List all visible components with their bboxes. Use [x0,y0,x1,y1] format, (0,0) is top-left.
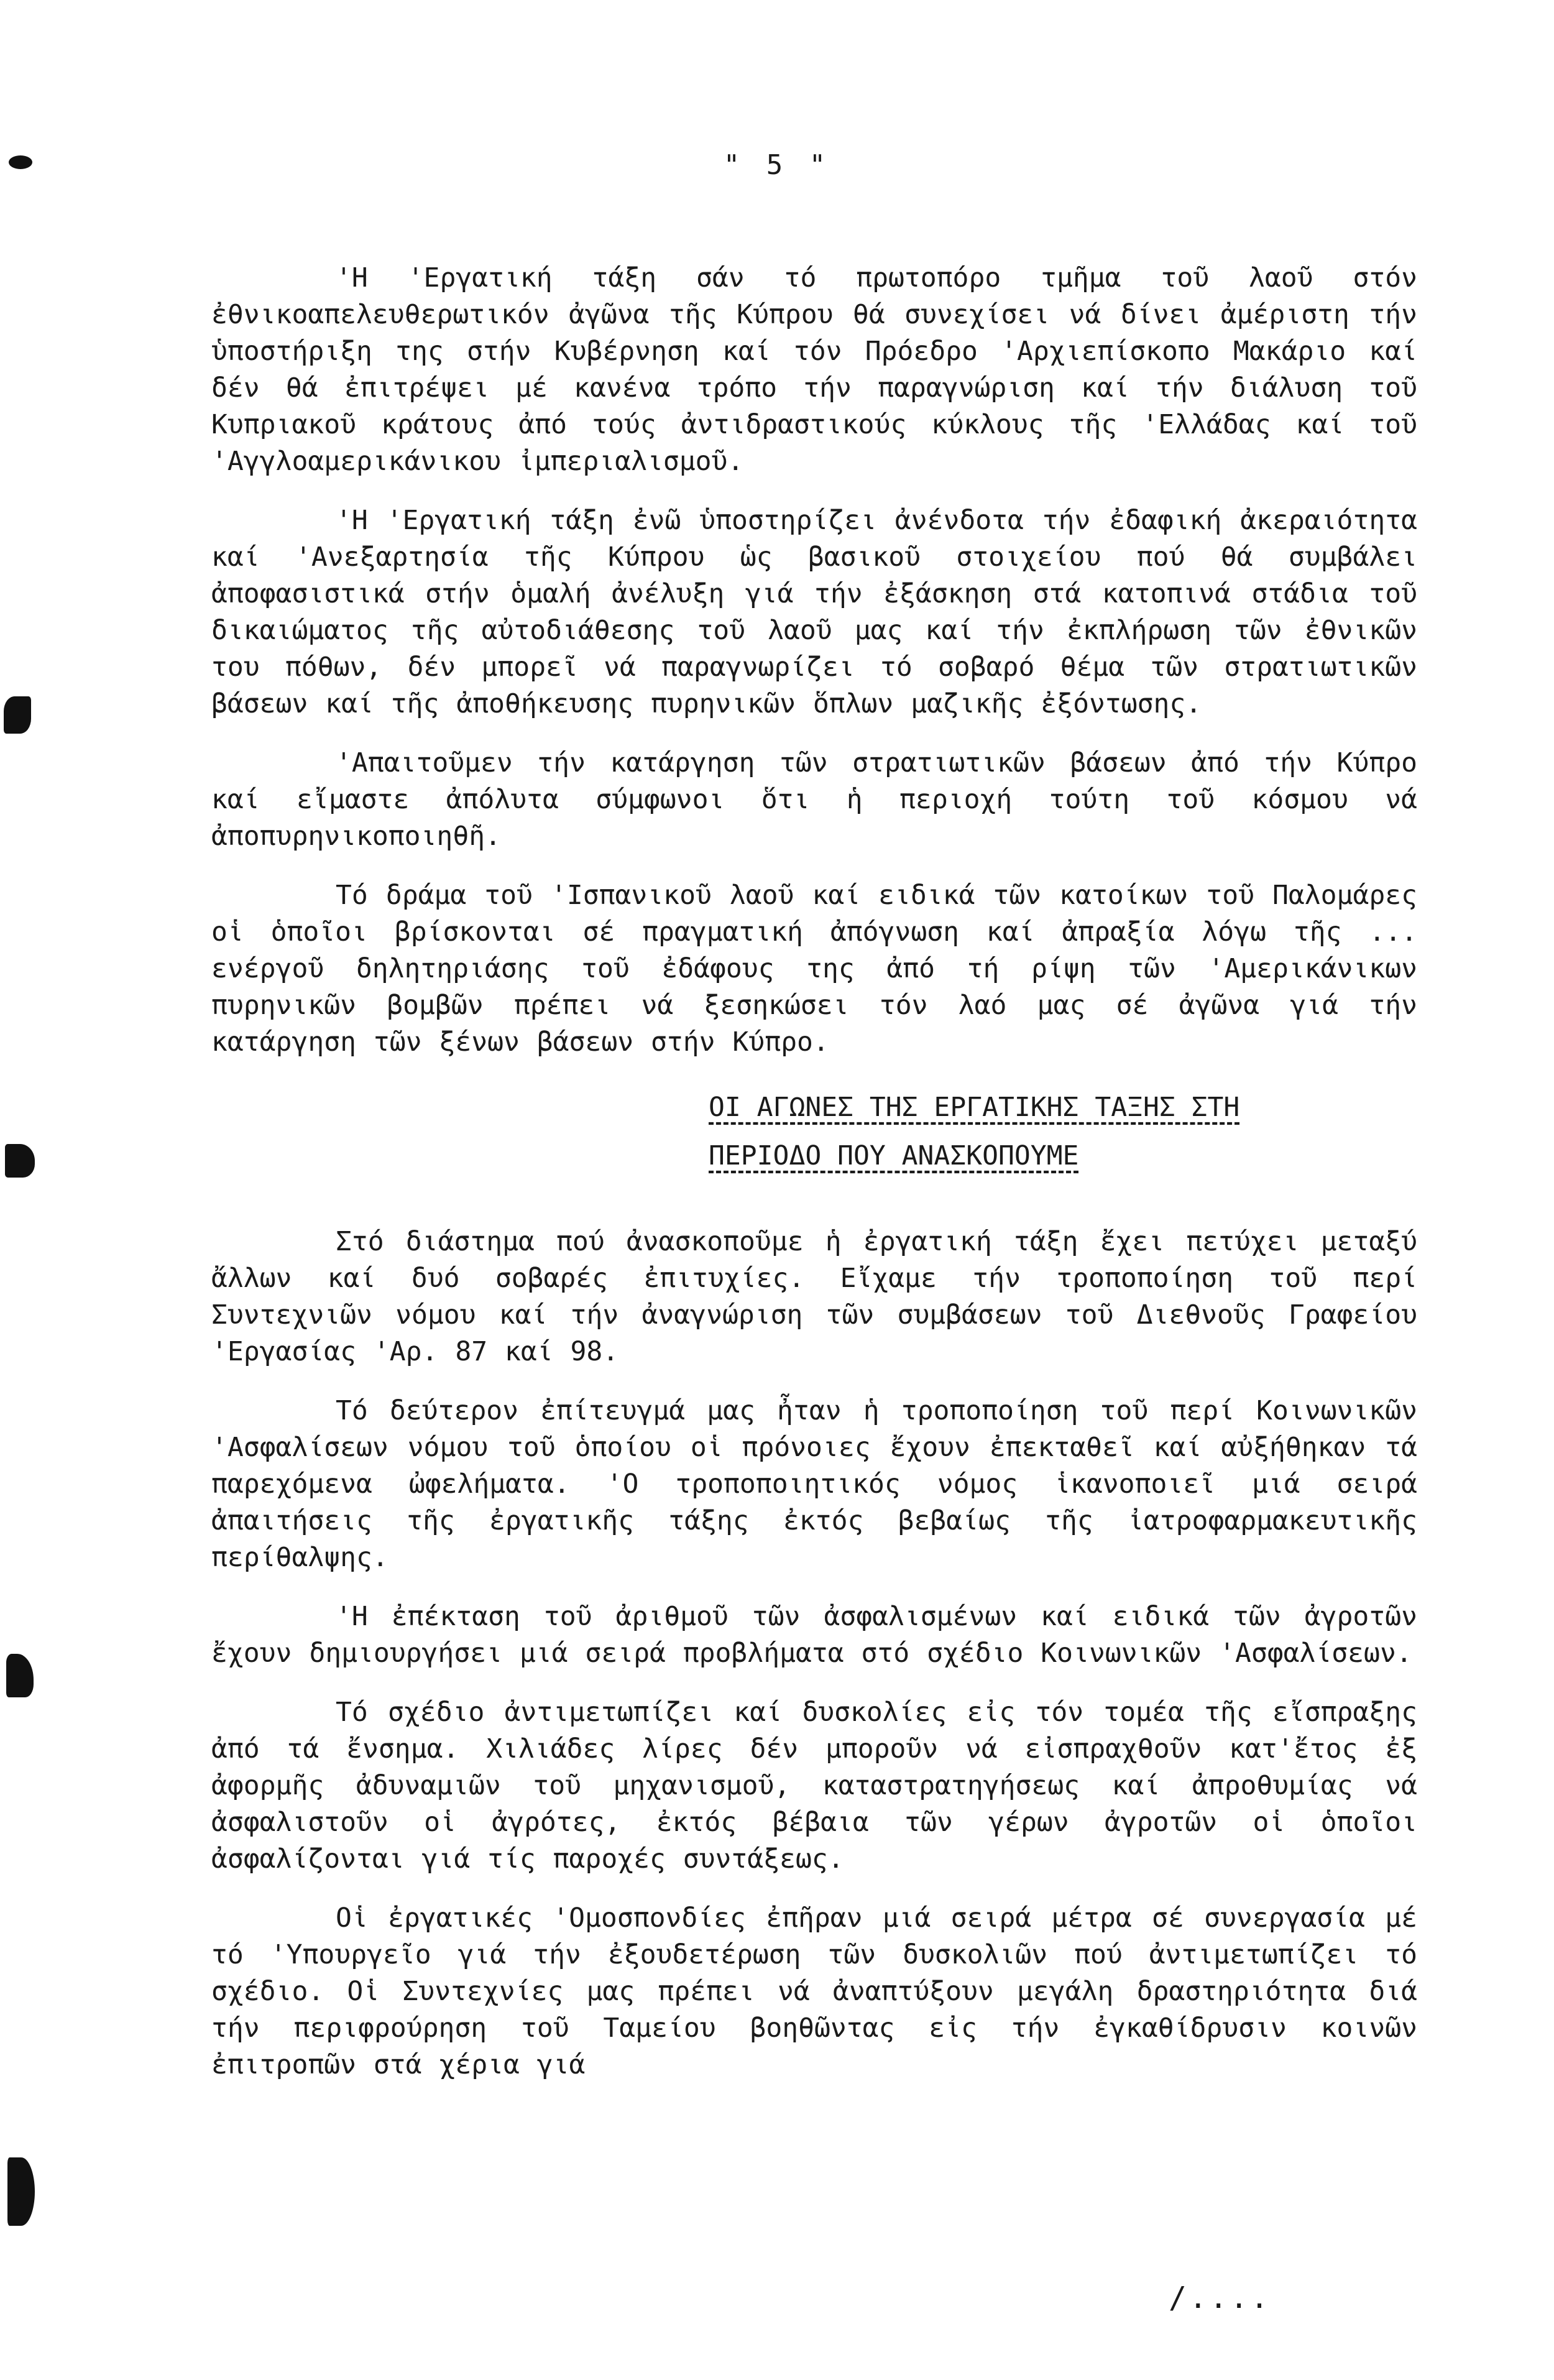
paragraph: 'Η 'Εργατική τάξη σάν τό πρωτοπόρο τμῆμα τοῦ λαοῦ στόν ἐθνικοαπελευθερωτικόν ἀγῶνα τῆς Κύπρου θά συνεχίσει νά δίνει ἀμέριστη τήν ὑποστήριξη της στήν Κυβέρνηση καί τόν Πρόεδρο 'Αρχιεπίσκοπο Μακάριο καί δέν θά ἐπιτρέψει μέ κανένα τρόπο τήν παραγνώριση καί τήν διάλυση τοῦ Κυπριακοῦ κράτους ἀπό τούς ἀντιδραστικούς κύκλους τῆς 'Ελλάδας καί τοῦ 'Αγγλοαμερικάνικου ἰμπεριαλισμοῦ. [211,262,1417,477]
scan-mark-4 [6,1654,34,1697]
section-heading-line-2: ΠΕΡΙΟΔΟ ΠΟΥ ΑΝΑΣΚΟΠΟΥΜΕ [709,1140,1079,1171]
paragraph: Τό δράμα τοῦ 'Ισπανικοῦ λαοῦ καί ειδικά τῶν κατοίκων τοῦ Παλομάρες οἱ ὁποῖοι βρίσκονται σέ πραγματική ἀπόγνωση καί ἀπραξία λόγω τῆς ... ενέργοῦ δηλητηριάσης τοῦ ἐδάφους της ἀπό τή ρίψη τῶν 'Αμερικάνικων πυρηνικῶν βομβῶν πρέπει νά ξεσηκώσει τόν λαό μας σέ ἀγῶνα γιά τήν κατάργηση τῶν ξένων βάσεων στήν Κύπρο. [211,880,1417,1058]
section-heading [211,1083,1417,1180]
paragraph: 'Η ἐπέκταση τοῦ ἀριθμοῦ τῶν ἀσφαλισμένων καί ειδικά τῶν ἀγροτῶν ἔχουν δημιουργήσει μιά σειρά προβλήματα στό σχέδιο Κοινωνικῶν 'Ασφαλίσεων. [211,1601,1417,1669]
paragraph: 'Απαιτοῦμεν τήν κατάργηση τῶν στρατιωτικῶν βάσεων ἀπό τήν Κύπρο καί εἴμαστε ἀπόλυτα σύμφωνοι ὅτι ἡ περιοχή τούτη τοῦ κόσμου νά ἀποπυρηνικοποιηθῆ. [211,747,1417,852]
paragraph: 'Η 'Εργατική τάξη ἐνῶ ὑποστηρίζει ἀνένδοτα τήν ἐδαφική ἀκεραιότητα καί 'Ανεξαρτησία τῆς Κύπρου ὡς βασικοῦ στοιχείου πού θά συμβάλει ἀποφασιστικά στήν ὁμαλή ἀνέλυξη γιά τήν ἐξάσκηση στά κατοπινά στάδια τοῦ δικαιώματος τῆς αὐτοδιάθεσης τοῦ λαοῦ μας καί τήν ἐκπλήρωση τῶν ἐθνικῶν του πόθων, δέν μπορεῖ νά παραγνωρίζει τό σοβαρό θέμα τῶν στρατιωτικῶν βάσεων καί τῆς ἀποθήκευσης πυρηνικῶν ὅπλων μαζικῆς ἐξόντωσης. [211,505,1417,719]
paragraph: Στό διάστημα πού ἀνασκοποῦμε ἡ ἐργατική τάξη ἔχει πετύχει μεταξύ ἄλλων καί δυό σοβαρές ἐπιτυχίες. Εἴχαμε τήν τροποποίηση τοῦ περί Συντεχνιῶν νόμου καί τήν ἀναγνώριση τῶν συμβάσεων τοῦ Διεθνοῦς Γραφείου 'Εργασίας 'Αρ. 87 καί 98. [211,1226,1417,1367]
paragraph: Τό σχέδιο ἀντιμετωπίζει καί δυσκολίες εἰς τόν τομέα τῆς εἴσπραξης ἀπό τά ἔνσημα. Χιλιάδες λίρες δέν μποροῦν νά εἰσπραχθοῦν κατ'ἔτος ἐξ ἀφορμῆς ἀδυναμιῶν τοῦ μηχανισμοῦ, καταστρατηγήσεως καί ἀπροθυμίας νά ἀσφαλιστοῦν οἱ ἀγρότες, ἐκτός βέβαια τῶν γέρων ἀγροτῶν οἱ ὁποῖοι ἀσφαλίζονται γιά τίς παροχές συντάξεως. [211,1697,1417,1875]
document-body [211,260,1417,2083]
scan-mark-3 [5,1144,35,1178]
scan-mark-2 [4,696,31,734]
scan-mark-1 [9,155,32,169]
page-number: " 5 " [723,149,831,181]
continuation-marker: /.... [1169,2281,1271,2315]
paragraph: Τό δεύτερον ἐπίτευγμά μας ἦταν ἡ τροποποίηση τοῦ περί Κοινωνικῶν 'Ασφαλίσεων νόμου τοῦ ὁποίου οἱ πρόνοιες ἔχουν ἐπεκταθεῖ καί αὐξήθηκαν τά παρεχόμενα ὠφελήματα. 'Ο τροποποιητικός νόμος ἱκανοποιεῖ μιά σειρά ἀπαιτήσεις τῆς ἐργατικῆς τάξης ἐκτός βεβαίως τῆς ἰατροφαρμακευτικῆς περίθαλψης. [211,1395,1417,1573]
scan-mark-5 [7,2157,35,2226]
section-heading-line-1: ΟΙ ΑΓΩΝΕΣ ΤΗΣ ΕΡΓΑΤΙΚΗΣ ΤΑΞΗΣ ΣΤΗ [709,1092,1240,1123]
paragraph: Οἱ ἐργατικές 'Ομοσπονδίες ἐπῆραν μιά σειρά μέτρα σέ συνεργασία μέ τό 'Υπουργεῖο γιά τήν ἐξουδετέρωση τῶν δυσκολιῶν πού ἀντιμετωπίζει τό σχέδιο. Οἱ Συντεχνίες μας πρέπει νά ἀναπτύξουν μεγάλη δραστηριότητα διά τήν περιφρούρηση τοῦ Ταμείου βοηθῶντας εἰς τήν ἐγκαθίδρυσιν κοινῶν ἐπιτροπῶν στά χέρια γιά [211,1903,1417,2080]
